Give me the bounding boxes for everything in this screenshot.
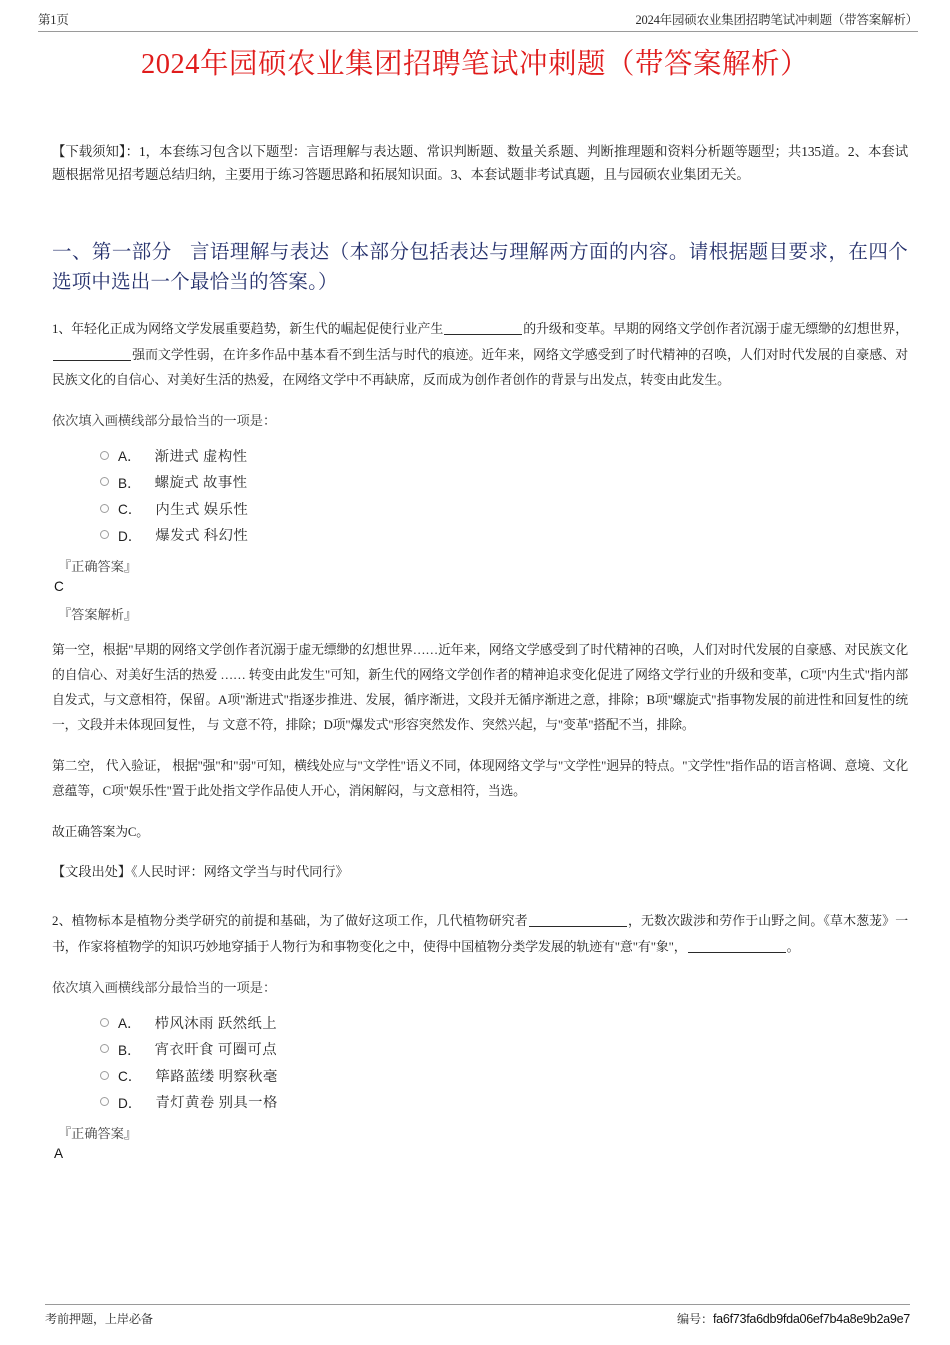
- option-letter: D．: [118, 1095, 142, 1111]
- section-heading: [52, 238, 908, 297]
- answer-analysis-label: 『答案解析』: [58, 607, 138, 623]
- question-block: [52, 909, 908, 1163]
- options-list: [100, 442, 908, 548]
- option-row-c[interactable]: [100, 495, 908, 522]
- option-label: 内生式 娱乐性: [155, 501, 249, 518]
- radio-button-icon[interactable]: [100, 1071, 109, 1080]
- option-row-a[interactable]: [100, 442, 908, 469]
- option-letter: C．: [118, 1069, 142, 1085]
- page-title: 2024年园硕农业集团招聘笔试冲刺题（带答案解析）: [140, 49, 809, 80]
- fill-blank: [53, 360, 131, 361]
- stem-text-part: 2、植物标本是植物分类学研究的前提和基础，为了做好这项工作，几代植物研究者: [52, 914, 528, 929]
- analysis-conclusion: 故正确答案为C。: [52, 824, 149, 839]
- fill-blank: [688, 952, 786, 953]
- correct-answer-value: A: [54, 1145, 64, 1161]
- section-body: 言语理解与表达（本部分包括表达与理解两方面的内容。请根据题目要求，在四个选项中选出一个最恰当的答案。）: [52, 242, 908, 293]
- stem-text-part: ，无数次跋涉和劳作于山野之间。《草木葱茏》一书，作家将植物学的知识巧妙地穿插于人物行为和事物变化之中，使得中国植物分类学发展的轨迹有"意"有"象"，: [52, 914, 908, 954]
- stem-text-part: 的升级和变革。早期的网络文学创作者沉溺于虚无缥缈的幻想世界，: [523, 322, 908, 337]
- question-stem: [52, 909, 908, 959]
- question-stem: [52, 317, 908, 392]
- source-label: 【文段出处】: [52, 863, 132, 879]
- option-label: 渐进式 虚构性: [154, 448, 248, 465]
- option-letter: A．: [118, 449, 141, 465]
- radio-button-icon[interactable]: [100, 530, 109, 539]
- option-letter: B．: [118, 475, 141, 491]
- source-text: 《人民时评：网络文学当与时代同行》: [131, 863, 349, 879]
- analysis-paragraph: 第一空，根据"早期的网络文学创作者沉溺于虚无缥缈的幻想世界……近年来，网络文学感受到了时代精神的召唤，人们对时代发展的自豪感、对民族文化的自信心、对美好生活的热爱 …… 转变由此发生"可知，新生代的网络文学创作者的精神追求变化促进了网络文学行业的升级和变革，C项"内生式"指内部自发式，与文意相符，保留。A项"渐进式"指逐步推进、发展，循序渐进，文段并无循序渐进之意，排除；B项"螺旋式"指事物发展的前进性和回复性的统一，文段并未体现回复性， 与 文意不符，排除；D项"爆发式"形容突然发作、突然兴起，与"变革"搭配不当，排除。: [52, 643, 908, 733]
- stem-text-part: 。: [786, 939, 800, 954]
- option-label: 宵衣旰食 可圈可点: [154, 1042, 277, 1059]
- option-letter: A．: [118, 1016, 141, 1032]
- stem-text-part: 强而文学性弱，在许多作品中基本看不到生活与时代的痕迹。近年来，网络文学感受到了时代精神的召唤，人们对时代发展的自豪感、对民族文化的自信心、对美好生活的热爱，在网络文学中不再缺席，反而成为创作者创作的背景与出发点，转变由此发生。: [52, 347, 908, 387]
- option-row-b[interactable]: [100, 468, 908, 495]
- option-label: 螺旋式 故事性: [154, 475, 248, 492]
- running-title: 2024年园硕农业集团招聘笔试冲刺题（带答案解析）: [635, 13, 918, 27]
- radio-button-icon[interactable]: [100, 1018, 109, 1027]
- correct-answer-label: 『正确答案』: [58, 1125, 138, 1141]
- page-footer: [45, 1304, 910, 1327]
- option-label: 爆发式 科幻性: [155, 528, 249, 545]
- option-letter: C．: [118, 502, 142, 518]
- question-block: [52, 317, 908, 883]
- footer-id: [677, 1310, 910, 1327]
- fill-blank: [444, 334, 522, 335]
- footer-id-label: 编号：: [677, 1312, 713, 1326]
- option-letter: D．: [118, 528, 142, 544]
- options-list: [100, 1009, 908, 1115]
- fill-blank: [529, 926, 627, 927]
- option-label: 青灯黄卷 别具一格: [155, 1095, 278, 1112]
- option-row-a[interactable]: [100, 1009, 908, 1036]
- option-row-c[interactable]: [100, 1062, 908, 1089]
- stem-text-part: 1、年轻化正成为网络文学发展重要趋势，新生代的崛起促使行业产生: [52, 322, 444, 337]
- analysis-paragraph: 第二空， 代入验证， 根据"强"和"弱"可知，横线处应与"文学性"语义不同，体现网络文学与"文学性"迥异的特点。"文学性"指作品的语言格调、意境、文化意蕴等，C项"娱乐性"置于此处指文学作品使人开心，消闲解闷，与文意相符，当选。: [52, 759, 908, 798]
- footer-slogan: 考前押题，上岸必备: [45, 1312, 153, 1326]
- option-row-d[interactable]: [100, 521, 908, 548]
- radio-button-icon[interactable]: [100, 504, 109, 513]
- correct-answer-value: C: [54, 578, 64, 594]
- document-body: [52, 140, 908, 1163]
- option-letter: B．: [118, 1042, 141, 1058]
- radio-button-icon[interactable]: [100, 1044, 109, 1053]
- radio-button-icon[interactable]: [100, 451, 109, 460]
- option-row-b[interactable]: [100, 1035, 908, 1062]
- section-index: 一、第一部分: [52, 242, 172, 264]
- option-label: 筚路蓝缕 明察秋毫: [155, 1068, 278, 1085]
- radio-button-icon[interactable]: [100, 477, 109, 486]
- correct-answer-label: 『正确答案』: [58, 558, 138, 574]
- radio-button-icon[interactable]: [100, 1097, 109, 1106]
- download-notice: 【下载须知】：1，本套练习包含以下题型：言语理解与表达题、常识判断题、数量关系题、判断推理题和资料分析题等题型；共135道。2、本套试题根据常见招考题总结归纳，主要用于练习答题思路和拓展知识面。3、本套试题非考试真题，且与园硕农业集团无关。: [52, 144, 908, 183]
- source-line: [52, 861, 908, 883]
- fill-prompt: 依次填入画横线部分最恰当的一项是：: [52, 979, 277, 995]
- page-number-label: 第1页: [38, 13, 69, 27]
- fill-prompt: 依次填入画横线部分最恰当的一项是：: [52, 412, 277, 428]
- option-row-d[interactable]: [100, 1088, 908, 1115]
- page-header: [38, 0, 918, 32]
- option-label: 栉风沐雨 跃然纸上: [154, 1015, 277, 1032]
- footer-id-value: fa6f73fa6db9fda06ef7b4a8e9b2a9e7: [712, 1312, 910, 1326]
